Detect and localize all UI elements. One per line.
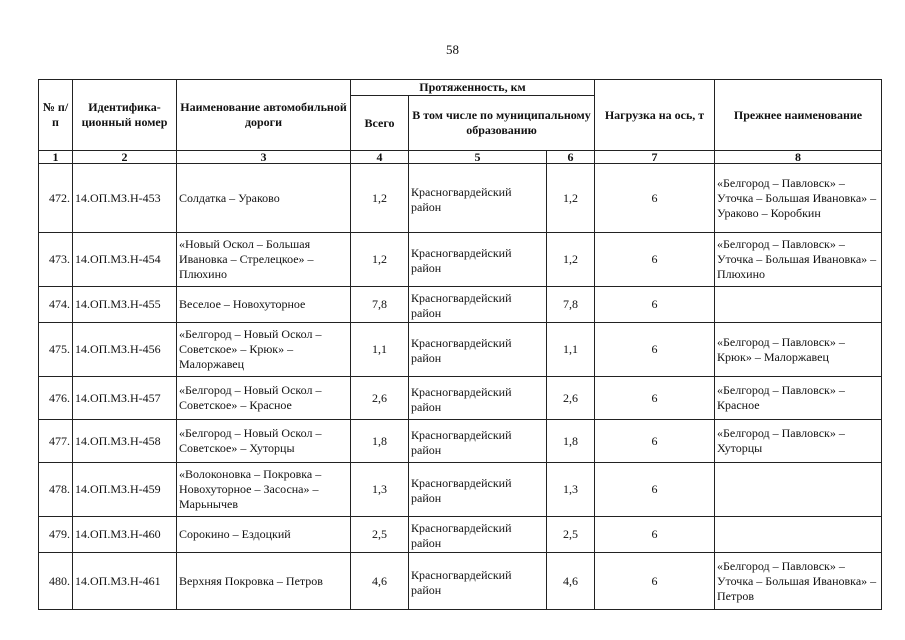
row-number: 479.	[39, 517, 73, 553]
length-total: 1,1	[351, 323, 409, 377]
axle-load: 6	[595, 463, 715, 517]
municipality	[409, 463, 547, 517]
table-row	[39, 323, 882, 377]
length-part: 1,2	[547, 233, 595, 287]
table-row	[39, 287, 882, 323]
road-name: «Новый Оскол – Большая Ивановка – Стрелецкое» – Плюхино	[177, 233, 351, 287]
road-name: «Белгород – Новый Оскол – Советское» – Красное	[177, 377, 351, 420]
road-name: Сорокино – Ездоцкий	[177, 517, 351, 553]
previous-name: «Белгород – Павловск» – Красное	[715, 377, 882, 420]
previous-name: «Белгород – Павловск» – Крюк» – Малоржавец	[715, 323, 882, 377]
municipality	[409, 323, 547, 377]
municipality-text: Красногвардейский район	[411, 427, 512, 457]
municipality	[409, 287, 547, 323]
column-number-row	[39, 151, 882, 164]
municipality-text: Красногвардейский район	[411, 476, 512, 505]
road-name: Верхняя Покровка – Петров	[177, 553, 351, 610]
length-part: 1,3	[547, 463, 595, 517]
row-number: 476.	[39, 377, 73, 420]
header-num: № п/п	[39, 80, 73, 151]
row-number: 475.	[39, 323, 73, 377]
road-id: 14.ОП.МЗ.Н-458	[73, 420, 177, 463]
column-number: 1	[39, 151, 73, 164]
axle-load: 6	[595, 233, 715, 287]
length-part: 2,6	[547, 377, 595, 420]
header-total: Всего	[351, 96, 409, 151]
municipality-text: Красногвардейский район	[411, 521, 512, 550]
length-total: 1,3	[351, 463, 409, 517]
column-number: 5	[409, 151, 547, 164]
page-number: 58	[446, 42, 459, 57]
table-row	[39, 233, 882, 287]
axle-load: 6	[595, 517, 715, 553]
axle-load: 6	[595, 323, 715, 377]
municipality-text: Красногвардейский район	[411, 291, 512, 320]
column-number: 4	[351, 151, 409, 164]
length-total: 1,2	[351, 233, 409, 287]
column-number: 7	[595, 151, 715, 164]
length-part: 7,8	[547, 287, 595, 323]
municipality	[409, 377, 547, 420]
previous-name: «Белгород – Павловск» – Уточка – Большая Ивановка» – Ураково – Коробкин	[715, 164, 882, 233]
header-length-group: Протяженность, км	[351, 80, 595, 96]
road-name: «Волоконовка – Покровка – Новохуторное – Засосна» – Марьнычев	[177, 463, 351, 517]
road-name: Солдатка – Ураково	[177, 164, 351, 233]
road-id: 14.ОП.МЗ.Н-453	[73, 164, 177, 233]
axle-load: 6	[595, 164, 715, 233]
municipality-text: Красногвардейский район	[411, 384, 512, 414]
length-total: 2,6	[351, 377, 409, 420]
length-total: 7,8	[351, 287, 409, 323]
row-number: 474.	[39, 287, 73, 323]
length-total: 4,6	[351, 553, 409, 610]
roads-table	[38, 79, 882, 610]
previous-name	[715, 287, 882, 323]
row-number: 480.	[39, 553, 73, 610]
table-row	[39, 377, 882, 420]
municipality-text: Красногвардейский район	[411, 246, 512, 275]
length-part: 2,5	[547, 517, 595, 553]
table-row	[39, 517, 882, 553]
previous-name: «Белгород – Павловск» – Уточка – Большая Ивановка» – Петров	[715, 553, 882, 610]
length-total: 2,5	[351, 517, 409, 553]
road-name: Веселое – Новохуторное	[177, 287, 351, 323]
table-row	[39, 553, 882, 610]
road-name: «Белгород – Новый Оскол – Советское» – Крюк» – Малоржавец	[177, 323, 351, 377]
column-number: 6	[547, 151, 595, 164]
previous-name	[715, 463, 882, 517]
table-row	[39, 164, 882, 233]
column-number: 8	[715, 151, 882, 164]
row-number: 477.	[39, 420, 73, 463]
length-part: 4,6	[547, 553, 595, 610]
municipality-text: Красногвардейский район	[411, 336, 512, 365]
road-name: «Белгород – Новый Оскол – Советское» – Хуторцы	[177, 420, 351, 463]
road-id: 14.ОП.МЗ.Н-459	[73, 463, 177, 517]
municipality	[409, 164, 547, 233]
column-number: 2	[73, 151, 177, 164]
table-row	[39, 463, 882, 517]
length-total: 1,2	[351, 164, 409, 233]
row-number: 473.	[39, 233, 73, 287]
length-part: 1,1	[547, 323, 595, 377]
axle-load: 6	[595, 553, 715, 610]
column-number: 3	[177, 151, 351, 164]
road-id: 14.ОП.МЗ.Н-454	[73, 233, 177, 287]
municipality	[409, 553, 547, 610]
axle-load: 6	[595, 377, 715, 420]
previous-name: «Белгород – Павловск» – Уточка – Большая Ивановка» – Плюхино	[715, 233, 882, 287]
header-municipal: В том числе по муниципальному образованию	[409, 96, 595, 151]
header-load: Нагрузка на ось, т	[595, 80, 715, 151]
length-part: 1,8	[547, 420, 595, 463]
axle-load: 6	[595, 420, 715, 463]
length-total: 1,8	[351, 420, 409, 463]
row-number: 478.	[39, 463, 73, 517]
municipality-text: Красногвардейский район	[411, 567, 512, 597]
length-part: 1,2	[547, 164, 595, 233]
table-row	[39, 420, 882, 463]
header-id: Идентифика-ционный номер	[73, 80, 177, 151]
road-id: 14.ОП.МЗ.Н-455	[73, 287, 177, 323]
municipality	[409, 233, 547, 287]
municipality-text: Красногвардейский район	[411, 184, 512, 214]
road-id: 14.ОП.МЗ.Н-457	[73, 377, 177, 420]
header-name: Наименование автомобильной дороги	[177, 80, 351, 151]
axle-load: 6	[595, 287, 715, 323]
municipality	[409, 517, 547, 553]
row-number: 472.	[39, 164, 73, 233]
municipality	[409, 420, 547, 463]
road-id: 14.ОП.МЗ.Н-461	[73, 553, 177, 610]
previous-name: «Белгород – Павловск» – Хуторцы	[715, 420, 882, 463]
header-prev-name: Прежнее наименование	[715, 80, 882, 151]
road-id: 14.ОП.МЗ.Н-456	[73, 323, 177, 377]
road-id: 14.ОП.МЗ.Н-460	[73, 517, 177, 553]
previous-name	[715, 517, 882, 553]
